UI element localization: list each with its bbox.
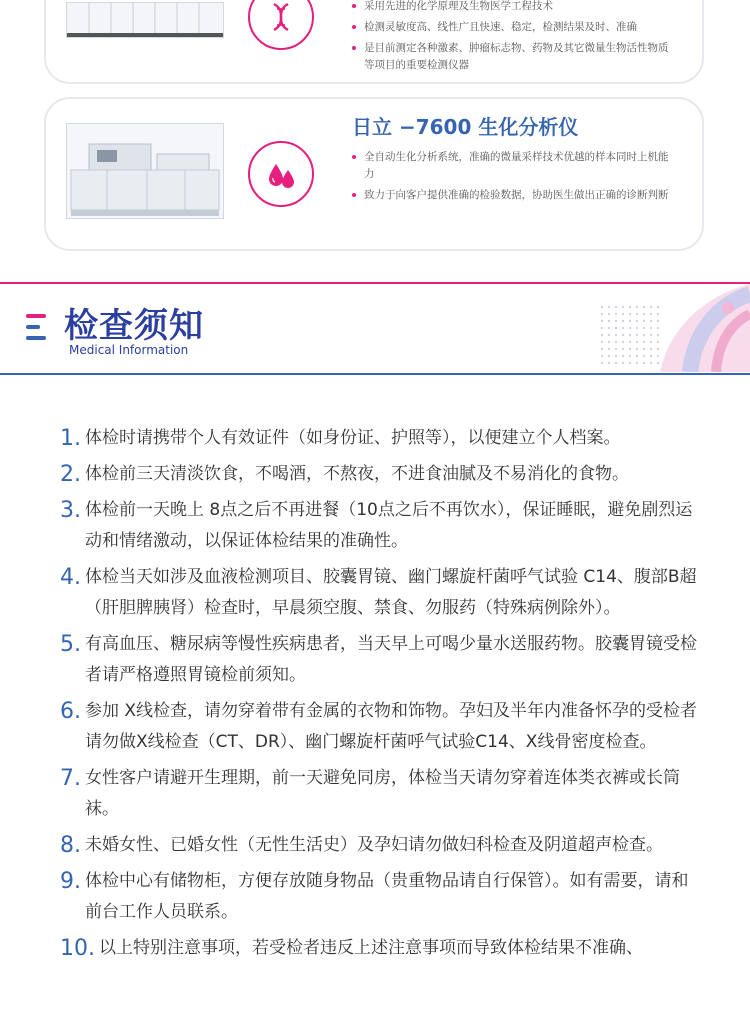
bullet-item: 全自动生化分析系统，准确的微量采样技术优越的样本同时上机能力 <box>352 149 672 183</box>
notice-list <box>60 423 700 969</box>
menu-lines-icon <box>26 314 48 342</box>
list-item: 4. 体检当天如涉及血液检测项目、胶囊胃镜、幽门螺旋杆菌呼气试验 C14、腹部B超（肝胆脾胰肾）检查时，早晨须空腹、禁食、勿服药（特殊病例除外）。 <box>60 565 697 618</box>
dna-icon <box>248 0 314 50</box>
list-item: 10. 以上特别注意事项，若受检者违反上述注意事项而导致体检结果不准确、 <box>60 936 643 961</box>
list-item: 1. 体检时请携带个人有效证件（如身份证、护照等），以便建立个人档案。 <box>60 426 621 451</box>
bullet-item: 检测灵敏度高、线性广且快速、稳定，检测结果及时、准确 <box>352 19 672 36</box>
instrument-card-immunoassay <box>44 0 704 84</box>
bullet-item: 采用先进的化学原理及生物医学工程技术 <box>352 0 672 15</box>
list-item: 2. 体检前三天清淡饮食，不喝酒，不熬夜，不进食油腻及不易消化的食物。 <box>60 462 629 487</box>
decorative-swoosh-icon <box>600 284 750 372</box>
section-subtitle: Medical Information <box>69 343 189 357</box>
list-item: 5. 有高血压、糖尿病等慢性疾病患者，当天早上可喝少量水送服药物。胶囊胃镜受检者请严格遵照胃镜检前须知。 <box>60 632 697 685</box>
list-item: 6. 参加 X线检查，请勿穿着带有金属的衣物和饰物。孕妇及半年内准备怀孕的受检者请勿做X线检查（CT、DR）、幽门螺旋杆菌呼气试验C14、X线骨密度检查。 <box>60 699 698 752</box>
instrument-title: 日立 −7600 生化分析仪 <box>352 115 579 139</box>
bullet-item: 是目前测定各种激素、肿瘤标志物、药物及其它微量生物活性物质等项目的重要检测仪器 <box>352 40 672 74</box>
drops-icon <box>248 141 314 207</box>
card2-bullets <box>352 149 672 208</box>
bullet-item: 致力于向客户提供准确的检验数据，协助医生做出正确的诊断判断 <box>352 187 672 204</box>
list-item: 3. 体检前一天晚上 8点之后不再进餐（10点之后不再饮水），保证睡眠，避免剧烈运动和情绪激动，以保证体检结果的准确性。 <box>60 498 693 551</box>
card1-bullets <box>352 0 672 78</box>
instrument-card-hitachi <box>44 97 704 251</box>
section-divider-bottom <box>0 373 750 375</box>
list-item: 8. 未婚女性、已婚女性（无性生活史）及孕妇请勿做妇科检查及阴道超声检查。 <box>60 833 663 858</box>
list-item: 9. 体检中心有储物柜，方便存放随身物品（贵重物品请自行保管）。如有需要，请和前台工作人员联系。 <box>60 869 689 922</box>
analyzer-photo <box>66 2 224 38</box>
list-item: 7. 女性客户请避开生理期，前一天避免同房，体检当天请勿穿着连体类衣裤或长筒袜。 <box>60 766 680 819</box>
section-title: 检查须知 <box>64 306 204 346</box>
analyzer-photo <box>66 123 224 219</box>
